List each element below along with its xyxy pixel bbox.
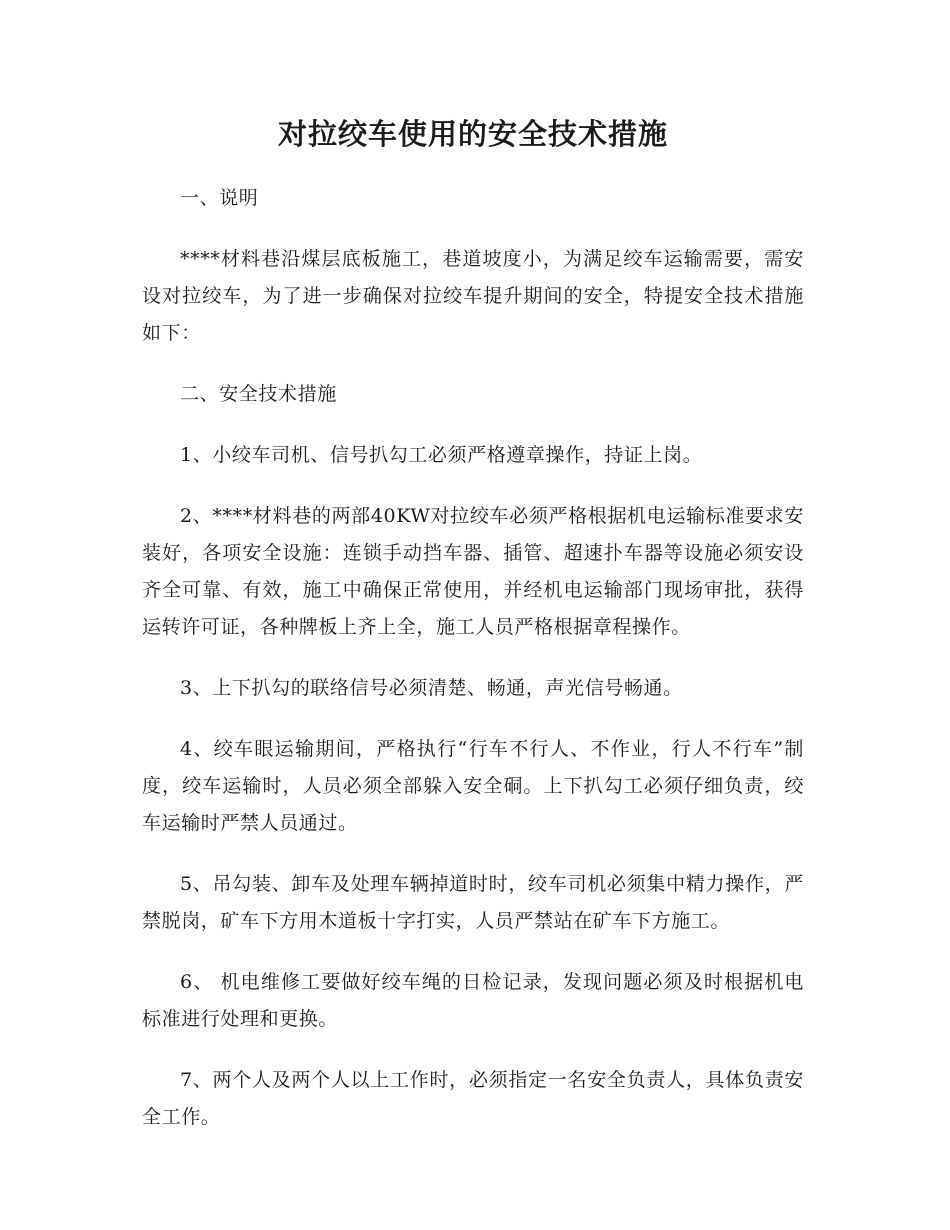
measure-item-7: 7、两个人及两个人以上工作时，必须指定一名安全负责人，具体负责安全工作。 — [142, 1069, 804, 1128]
measure-item-3: 3、上下扒勾的联络信号必须清楚、畅通，声光信号畅通。 — [180, 677, 683, 699]
measure-item-1: 1、小绞车司机、信号扒勾工必须严格遵章操作，持证上岗。 — [180, 444, 703, 466]
section-heading-safety-measures: 二、安全技术措施 — [180, 383, 337, 405]
document-title: 对拉绞车使用的安全技术措施 — [277, 117, 668, 151]
measure-item-2: 2、****材料巷的两部40KW对拉绞车必须严格根据机电运输标准要求安装好，各项安全设施：连锁手动挡车器、插管、超速扑车器等设施必须安设齐全可靠、有效，施工中确保正常使用，并经机电运输部门现场审批，获得运转许可证，各种牌板上齐上全，施工人员严格根据章程操作。 — [142, 505, 804, 638]
measure-item-6: 6、 机电维修工要做好绞车绳的日检记录，发现问题必须及时根据机电标准进行处理和更换。 — [142, 971, 804, 1030]
section-heading-explanation: 一、说明 — [180, 187, 259, 209]
measure-item-4: 4、绞车眼运输期间，严格执行“行车不行人、不作业，行人不行车”制度，绞车运输时，人员必须全部躲入安全硐。上下扒勾工必须仔细负责，绞车运输时严禁人员通过。 — [142, 738, 804, 834]
measure-item-5: 5、吊勾装、卸车及处理车辆掉道时时，绞车司机必须集中精力操作，严禁脱岗，矿车下方用木道板十字打实，人员严禁站在矿车下方施工。 — [142, 873, 804, 932]
explanation-paragraph: ****材料巷沿煤层底板施工，巷道坡度小，为满足绞车运输需要，需安设对拉绞车，为了进一步确保对拉绞车提升期间的安全，特提安全技术措施如下： — [142, 248, 804, 344]
